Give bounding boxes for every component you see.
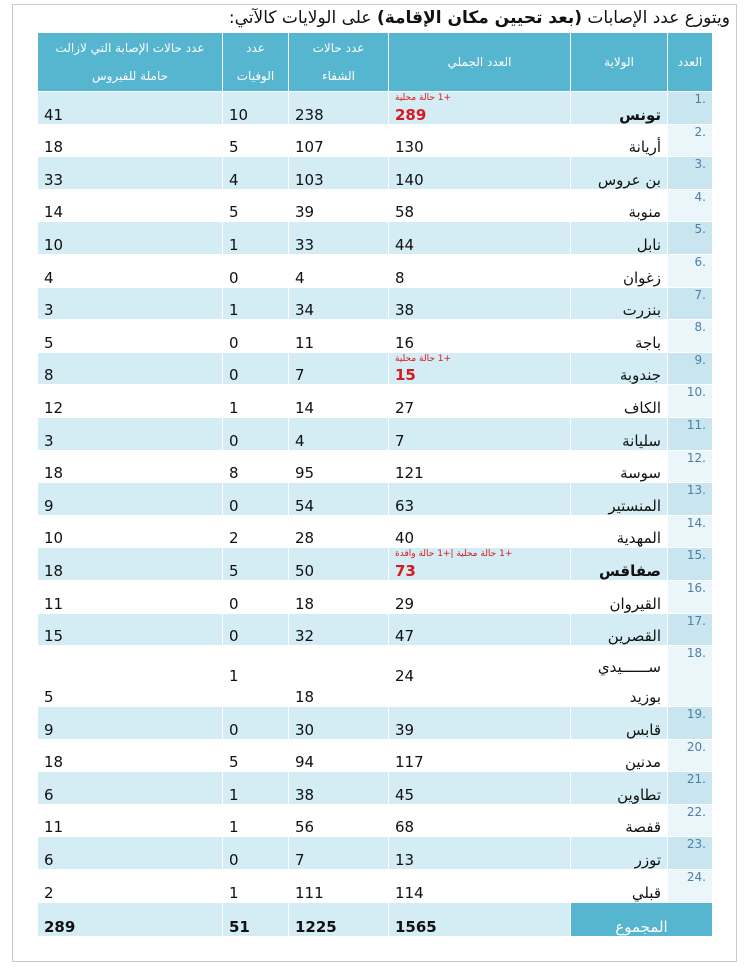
row-active: 6 <box>38 772 223 805</box>
row-deaths: 5 <box>223 739 289 772</box>
row-deaths: 0 <box>223 254 289 287</box>
table-row <box>38 739 713 772</box>
row-recovered: 30 <box>289 707 389 740</box>
row-governorate <box>571 646 668 707</box>
row-governorate: سليانة <box>571 417 668 450</box>
row-deaths: 1 <box>223 385 289 418</box>
row-total-value: 47 <box>395 627 415 646</box>
row-total-value: 13 <box>395 851 415 870</box>
row-total <box>389 385 571 418</box>
header-num: العدد <box>668 33 713 92</box>
row-active: 11 <box>38 580 223 613</box>
row-active: 33 <box>38 157 223 190</box>
row-active: 9 <box>38 483 223 516</box>
row-total-value: 7 <box>395 431 405 450</box>
row-recovered: 107 <box>289 124 389 157</box>
row-deaths: 5 <box>223 189 289 222</box>
row-total-value: 63 <box>395 496 415 515</box>
row-governorate: جندوبة <box>571 352 668 385</box>
header-active-line1: عدد حالات الإصابة التي لازالت <box>55 41 205 55</box>
row-deaths: 5 <box>223 124 289 157</box>
header-deaths <box>223 33 289 92</box>
row-recovered: 54 <box>289 483 389 516</box>
table-row <box>38 385 713 418</box>
row-index: .10 <box>668 385 713 418</box>
row-total <box>389 483 571 516</box>
governorate-table <box>37 32 713 937</box>
header-active <box>38 33 223 92</box>
footer-deaths: 51 <box>223 902 289 936</box>
row-active: 18 <box>38 124 223 157</box>
row-governorate: المهدية <box>571 515 668 548</box>
row-index: .3 <box>668 157 713 190</box>
row-active: 8 <box>38 352 223 385</box>
row-deaths: 0 <box>223 352 289 385</box>
header-recovered-line2: الشفاء <box>321 69 356 83</box>
row-recovered: 32 <box>289 613 389 646</box>
row-total <box>389 804 571 837</box>
row-total-value: 121 <box>395 464 424 483</box>
row-recovered: 14 <box>289 385 389 418</box>
row-total <box>389 189 571 222</box>
table-header-row <box>38 33 713 92</box>
row-total <box>389 548 571 581</box>
row-recovered: 7 <box>289 352 389 385</box>
row-total <box>389 707 571 740</box>
row-index: .24 <box>668 870 713 903</box>
table-row <box>38 320 713 353</box>
row-recovered: 94 <box>289 739 389 772</box>
row-deaths: 0 <box>223 417 289 450</box>
table-row <box>38 483 713 516</box>
row-index: .23 <box>668 837 713 870</box>
table-row <box>38 870 713 903</box>
footer-recovered: 1225 <box>289 902 389 936</box>
footer-active: 289 <box>38 902 223 936</box>
row-active: 10 <box>38 515 223 548</box>
row-recovered: 18 <box>289 646 389 707</box>
row-total <box>389 613 571 646</box>
row-governorate: القصرين <box>571 613 668 646</box>
row-governorate: أريانة <box>571 124 668 157</box>
row-deaths: 2 <box>223 515 289 548</box>
row-governorate: تونس <box>571 92 668 125</box>
row-active: 9 <box>38 707 223 740</box>
row-deaths: 1 <box>223 646 289 707</box>
row-total <box>389 580 571 613</box>
row-active: 5 <box>38 320 223 353</box>
row-active: 41 <box>38 92 223 125</box>
row-governorate: صفاقس <box>571 548 668 581</box>
row-active: 2 <box>38 870 223 903</box>
table-row <box>38 580 713 613</box>
header-deaths-line2: الوفيات <box>236 69 275 83</box>
row-governorate: سوسة <box>571 450 668 483</box>
row-index: .1 <box>668 92 713 125</box>
row-governorate: نابل <box>571 222 668 255</box>
row-total-value: 114 <box>395 883 424 902</box>
row-governorate-line2: بوزيد <box>629 688 661 707</box>
row-deaths: 5 <box>223 548 289 581</box>
row-governorate-line1: ســــــيدي <box>597 658 661 677</box>
table-row <box>38 646 713 707</box>
row-total-value: 38 <box>395 301 415 320</box>
row-governorate: زغوان <box>571 254 668 287</box>
table-row <box>38 124 713 157</box>
row-total-value: 140 <box>395 170 424 189</box>
row-index: .6 <box>668 254 713 287</box>
table-row <box>38 287 713 320</box>
table-row <box>38 772 713 805</box>
row-total-value: 24 <box>395 667 415 686</box>
row-recovered: 11 <box>289 320 389 353</box>
row-deaths: 1 <box>223 772 289 805</box>
row-recovered: 50 <box>289 548 389 581</box>
row-total-value: 289 <box>395 105 427 124</box>
row-index: .16 <box>668 580 713 613</box>
row-recovered: 33 <box>289 222 389 255</box>
table-row <box>38 804 713 837</box>
table-row <box>38 417 713 450</box>
table-row <box>38 707 713 740</box>
row-total <box>389 352 571 385</box>
row-deaths: 0 <box>223 580 289 613</box>
row-index: .11 <box>668 417 713 450</box>
row-recovered: 56 <box>289 804 389 837</box>
row-deaths: 1 <box>223 287 289 320</box>
row-deaths: 0 <box>223 320 289 353</box>
row-recovered: 238 <box>289 92 389 125</box>
row-index: .13 <box>668 483 713 516</box>
row-total-value: 40 <box>395 529 415 548</box>
table-row <box>38 92 713 125</box>
row-total-value: 8 <box>395 268 405 287</box>
row-governorate: قابس <box>571 707 668 740</box>
table-row <box>38 157 713 190</box>
row-index: .22 <box>668 804 713 837</box>
row-index: .21 <box>668 772 713 805</box>
row-recovered: 4 <box>289 254 389 287</box>
row-deaths: 8 <box>223 450 289 483</box>
row-active: 4 <box>38 254 223 287</box>
row-total-value: 45 <box>395 785 415 804</box>
row-total <box>389 287 571 320</box>
row-active: 12 <box>38 385 223 418</box>
footer-total: 1565 <box>389 902 571 936</box>
row-governorate: المنستير <box>571 483 668 516</box>
row-total <box>389 450 571 483</box>
table-row <box>38 515 713 548</box>
row-total-value: 73 <box>395 561 416 580</box>
row-total <box>389 222 571 255</box>
row-deaths: 1 <box>223 804 289 837</box>
row-total <box>389 124 571 157</box>
row-index: .7 <box>668 287 713 320</box>
row-deaths: 4 <box>223 157 289 190</box>
row-note: +1 حالة محلية |+1 حالة وافدة <box>395 549 513 560</box>
header-recovered <box>289 33 389 92</box>
row-total <box>389 92 571 125</box>
row-index: .15 <box>668 548 713 581</box>
row-total-value: 68 <box>395 818 415 837</box>
row-index: .17 <box>668 613 713 646</box>
row-active: 3 <box>38 417 223 450</box>
row-index: .19 <box>668 707 713 740</box>
heading-prefix: ويتوزع عدد الإصابات <box>581 8 730 28</box>
row-deaths: 0 <box>223 837 289 870</box>
row-index: .2 <box>668 124 713 157</box>
row-recovered: 95 <box>289 450 389 483</box>
row-deaths: 10 <box>223 92 289 125</box>
row-governorate: بنزرت <box>571 287 668 320</box>
row-recovered: 103 <box>289 157 389 190</box>
row-governorate: القيروان <box>571 580 668 613</box>
row-active: 11 <box>38 804 223 837</box>
row-total-value: 15 <box>395 366 416 385</box>
row-recovered: 7 <box>289 837 389 870</box>
row-recovered: 18 <box>289 580 389 613</box>
row-index: .12 <box>668 450 713 483</box>
row-total-value: 16 <box>395 333 415 352</box>
row-total <box>389 739 571 772</box>
header-deaths-line1: عدد <box>246 41 265 55</box>
row-total-value: 39 <box>395 720 415 739</box>
heading-suffix: على الولايات كالآتي: <box>228 8 377 28</box>
row-index: .14 <box>668 515 713 548</box>
row-active: 3 <box>38 287 223 320</box>
row-active: 18 <box>38 739 223 772</box>
row-index: .5 <box>668 222 713 255</box>
table-row <box>38 254 713 287</box>
row-recovered: 38 <box>289 772 389 805</box>
heading-bold: (بعد تحيين مكان الإقامة) <box>376 8 582 28</box>
row-total <box>389 646 571 707</box>
row-recovered: 111 <box>289 870 389 903</box>
table-row <box>38 450 713 483</box>
table-row <box>38 837 713 870</box>
row-recovered: 39 <box>289 189 389 222</box>
row-total-value: 58 <box>395 203 415 222</box>
header-recovered-line1: عدد حالات <box>312 41 365 55</box>
table-row <box>38 222 713 255</box>
table-row <box>38 352 713 385</box>
row-recovered: 4 <box>289 417 389 450</box>
row-total-value: 117 <box>395 753 424 772</box>
row-total <box>389 417 571 450</box>
row-active: 6 <box>38 837 223 870</box>
row-total-value: 27 <box>395 398 415 417</box>
header-governorate: الولاية <box>571 33 668 92</box>
row-active: 18 <box>38 450 223 483</box>
row-deaths: 1 <box>223 870 289 903</box>
row-total <box>389 772 571 805</box>
row-deaths: 1 <box>223 222 289 255</box>
header-active-line2: حاملة للفيروس <box>91 69 169 83</box>
footer-label: المجموع <box>571 902 713 936</box>
row-index: .18 <box>668 646 713 707</box>
row-governorate: الكاف <box>571 385 668 418</box>
row-note: +1 حالة محلية <box>395 353 452 364</box>
row-total <box>389 254 571 287</box>
row-note: +1 حالة محلية <box>395 93 452 103</box>
row-governorate: تطاوين <box>571 772 668 805</box>
header-total: العدد الجملي <box>389 33 571 92</box>
table-footer-row <box>38 902 713 936</box>
row-total <box>389 837 571 870</box>
row-governorate: توزر <box>571 837 668 870</box>
row-recovered: 28 <box>289 515 389 548</box>
row-active: 14 <box>38 189 223 222</box>
row-governorate: باجة <box>571 320 668 353</box>
row-total <box>389 870 571 903</box>
row-index: .20 <box>668 739 713 772</box>
row-index: .9 <box>668 352 713 385</box>
row-total-value: 44 <box>395 235 415 254</box>
row-total <box>389 320 571 353</box>
table-row <box>38 548 713 581</box>
row-governorate: قبلي <box>571 870 668 903</box>
row-active: 18 <box>38 548 223 581</box>
row-governorate: قفصة <box>571 804 668 837</box>
row-index: .4 <box>668 189 713 222</box>
row-deaths: 0 <box>223 613 289 646</box>
row-governorate: مدنين <box>571 739 668 772</box>
row-governorate: منوبة <box>571 189 668 222</box>
row-active: 5 <box>38 646 223 707</box>
row-total-value: 29 <box>395 594 415 613</box>
row-total-value: 130 <box>395 138 424 157</box>
row-total <box>389 157 571 190</box>
row-active: 15 <box>38 613 223 646</box>
row-governorate: بن عروس <box>571 157 668 190</box>
page-heading <box>229 8 730 28</box>
table-row <box>38 189 713 222</box>
table-row <box>38 613 713 646</box>
row-recovered: 34 <box>289 287 389 320</box>
row-deaths: 0 <box>223 483 289 516</box>
row-index: .8 <box>668 320 713 353</box>
row-active: 10 <box>38 222 223 255</box>
row-total <box>389 515 571 548</box>
row-deaths: 0 <box>223 707 289 740</box>
